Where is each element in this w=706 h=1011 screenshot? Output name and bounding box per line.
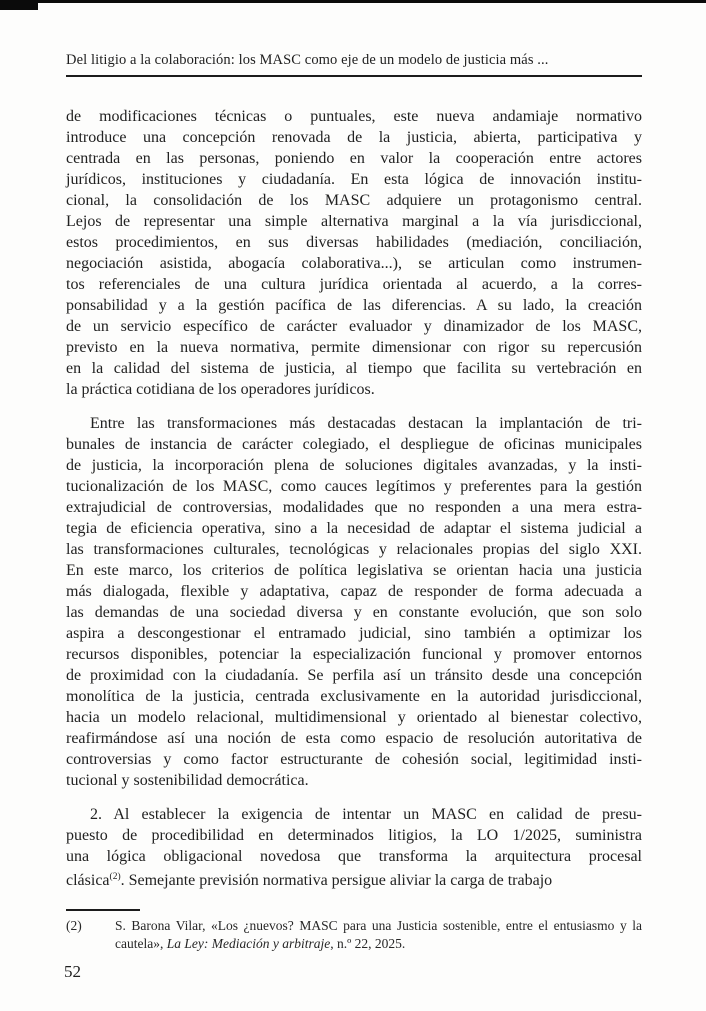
line-text: clásica (66, 872, 110, 889)
paragraph-line: Entre las transformaciones más destacadas destacan la implantación de tri- (90, 415, 642, 432)
paragraph-line: cional, la consolidación de los MASC adquiere un protagonismo central. (66, 192, 642, 209)
paragraph-line: reafirmándose así una noción de esta como espacio de resolución autoritativa de (66, 730, 642, 747)
paragraph-line: de proximidad con la ciudadanía. Se perfila así un tránsito desde una concepción (66, 667, 642, 684)
page-body (66, 106, 642, 891)
paragraph-lines (66, 804, 642, 867)
paragraph-line: puesto de procedibilidad en determinados litigios, la LO 1/2025, suministra (66, 827, 642, 844)
paragraph-line: Lejos de representar una simple alternativa marginal a la vía jurisdiccional, (66, 213, 642, 230)
running-header (66, 50, 642, 77)
footnote-text (115, 917, 642, 952)
paragraph-line: en la calidad del sistema de justicia, al tiempo que facilita su vertebración en (66, 360, 642, 377)
paragraph (66, 413, 642, 791)
paragraph (66, 804, 642, 891)
page-content (66, 50, 642, 982)
paragraph-line: la práctica cotidiana de los operadores jurídicos. (66, 381, 375, 398)
footnote-reference-superscript: (2) (109, 872, 121, 882)
paragraph-line: una lógica obligacional novedosa que transforma la arquitectura procesal (66, 848, 642, 865)
paragraph-line: controversias y como factor estructurante de cohesión social, legitimidad insti- (66, 751, 642, 768)
paragraph-line: aspira a descongestionar el entramado judicial, sino también a optimizar los (66, 625, 642, 642)
paragraph-line: En este marco, los criterios de política legislativa se orientan hacia una justicia (66, 562, 642, 579)
paragraph-line: recursos disponibles, potenciar la especialización funcional y promover entornos (66, 646, 642, 663)
paragraph-line: de modificaciones técnicas o puntuales, este nueva andamiaje normativo (66, 108, 642, 125)
footnote-marker: (2) (66, 918, 82, 933)
scan-edge-artifact (0, 0, 706, 3)
paragraph-line: tucionalización de los MASC, como cauces legítimos y preferentes para la gestión (66, 478, 642, 495)
paragraph-line: jurídicos, instituciones y ciudadanía. En esta lógica de innovación institu- (66, 171, 642, 188)
paragraph-line: bunales de instancia de carácter colegiado, el despliegue de oficinas municipales (66, 436, 642, 453)
footnote-citation-end: , n.º 22, 2025. (330, 935, 406, 951)
paragraph-line: de justicia, la incorporación plena de soluciones digitales avanzadas, y la insti- (66, 457, 642, 474)
paragraph-line: previsto en la nueva normativa, permite dimensionar con rigor su repercusión (66, 339, 642, 356)
page-number: 52 (64, 962, 81, 981)
paragraph-line: introduce una concepción renovada de la justicia, abierta, participativa y (66, 129, 642, 146)
paragraph-line: tegia de eficiencia operativa, sino a la necesidad de adaptar el sistema judicial a (66, 520, 642, 537)
paragraph-line: ponsabilidad y a la gestión pacífica de las diferencias. A su lado, la creación (66, 297, 642, 314)
paragraph-line: tos referenciales de una cultura jurídica orientada al acuerdo, a la corres- (66, 276, 642, 293)
paragraph-line: tucional y sostenibilidad democrática. (66, 772, 309, 789)
line-text: . Semejante previsión normativa persigue aliviar la carga de trabajo (120, 872, 553, 889)
paragraph-line: las transformaciones culturales, tecnológicas y relacionales propias del siglo XXI. (66, 541, 642, 558)
scan-corner-artifact (0, 0, 38, 10)
paragraph-line: estos procedimientos, en sus diversas habilidades (mediación, conciliación, (66, 234, 642, 251)
paragraph-line: hacia un modelo relacional, multidimensional y orientado al bienestar colectivo, (66, 709, 642, 726)
paragraph-line: centrada en las personas, poniendo en valor la cooperación entre actores (66, 150, 642, 167)
paragraph-line: negociación asistida, abogacía colaborativa...), se articulan como instrumen- (66, 255, 642, 272)
footnote-citation: S. Barona Vilar, «Los ¿nuevos? MASC para una Justicia sostenible, entre el entusiasmo y la cautela», (115, 918, 642, 951)
paragraph (66, 106, 642, 400)
paragraph-line: extrajudicial de controversias, modalidades que no responden a una mera estra- (66, 499, 642, 516)
footnote (66, 917, 642, 952)
footnote-divider (66, 909, 140, 911)
paragraph-line: de un servicio específico de carácter evaluador y dinamizador de los MASC, (66, 318, 642, 335)
running-header-title: Del litigio a la colaboración: los MASC como eje de un modelo de justicia más ... (66, 52, 549, 68)
paragraph-line: las demandas de una sociedad diversa y en constante evolución, que son solo (66, 604, 642, 621)
footnote-journal-title: La Ley: Mediación y arbitraje (166, 935, 331, 951)
paragraph-line: más dialogada, flexible y adaptativa, capaz de responder de forma adecuada a (66, 583, 642, 600)
paragraph-line (66, 867, 642, 891)
paragraph-line: monolítica de la justicia, centrada exclusivamente en la autoridad jurisdiccional, (66, 688, 642, 705)
footnote-area (66, 909, 642, 982)
paragraph-line: 2. Al establecer la exigencia de intentar un MASC en calidad de presu- (90, 806, 642, 823)
